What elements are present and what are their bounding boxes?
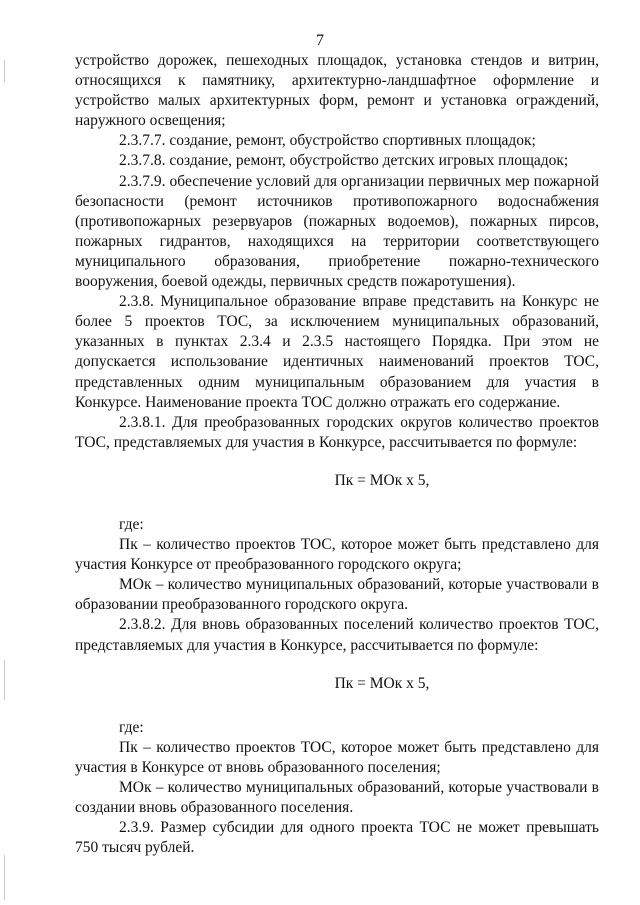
where-label-1: где: xyxy=(119,515,144,533)
paragraph-2-3-7-7: 2.3.7.7. создание, ремонт, обустройство спортивных площадок; xyxy=(119,132,536,150)
scan-margin-mark xyxy=(4,60,5,82)
paragraph-2-3-8-1: 2.3.8.1. Для преобразованных городских округов количество проектов ТОС, представляемых для участия в Конкурсе, рассчитывается по формуле: xyxy=(75,413,599,451)
paragraph-2-3-8-2: 2.3.8.2. Для вновь образованных поселений количество проектов ТОС, представляемых для участия в Конкурсе, рассчитывается по формуле: xyxy=(75,616,599,654)
paragraph-2-3-7-9: 2.3.7.9. обеспечение условий для организации первичных мер пожарной безопасности (ремонт источников противопожарного водоснабжения (противопожарных резервуаров (пожарных водоемов), пожарных пирсов, пожарных гидрантов, находящихся на территории соответствующего муниципального образования, приобретение пожарно-технического вооружения, боевой одежды, первичных средств пожаротушения). xyxy=(75,172,599,291)
where-label-2: где: xyxy=(119,718,144,736)
scan-margin-mark xyxy=(4,660,5,700)
page-number: 7 xyxy=(316,32,324,49)
paragraph-continuation: устройство дорожек, пешеходных площадок, установка стендов и витрин, относящихся к памятнику, архитектурно-ландшафтное оформление и устройство малых архитектурных форм, ремонт и установка ограждений, наружного освещения; xyxy=(75,52,599,130)
paragraph-2-3-8: 2.3.8. Муниципальное образование вправе представить на Конкурс не более 5 проектов ТОС, за исключением муниципальных образований, указанных в пунктах 2.3.4 и 2.3.5 настоящего Порядка. При этом не допускается использование идентичных наименований проектов ТОС, представленных одним муниципальным образованием для участия в Конкурсе. Наименование проекта ТОС должно отражать его содержание. xyxy=(75,293,599,411)
formula-2: Пк = МОк х 5, xyxy=(334,674,430,692)
definition-pk-1: Пк – количество проектов ТОС, которое может быть представлено для участия Конкурсе от преобразованного городского округа; xyxy=(75,536,599,574)
document-body xyxy=(75,51,599,858)
paragraph-2-3-7-8: 2.3.7.8. создание, ремонт, обустройство детских игровых площадок; xyxy=(119,152,569,170)
definition-mok-1: МОк – количество муниципальных образований, которые участвовали в образовании преобразованного городского округа. xyxy=(75,576,599,614)
scan-margin-mark xyxy=(4,855,5,900)
definition-mok-2: МОк – количество муниципальных образований, которые участвовали в создании вновь образованного поселения. xyxy=(75,779,599,817)
paragraph-2-3-9: 2.3.9. Размер субсидии для одного проекта ТОС не может превышать 750 тысяч рублей. xyxy=(75,819,599,857)
formula-1: Пк = МОк х 5, xyxy=(334,471,430,489)
definition-pk-2: Пк – количество проектов ТОС, которое может быть представлено для участия в Конкурсе от вновь образованного поселения; xyxy=(75,738,599,776)
